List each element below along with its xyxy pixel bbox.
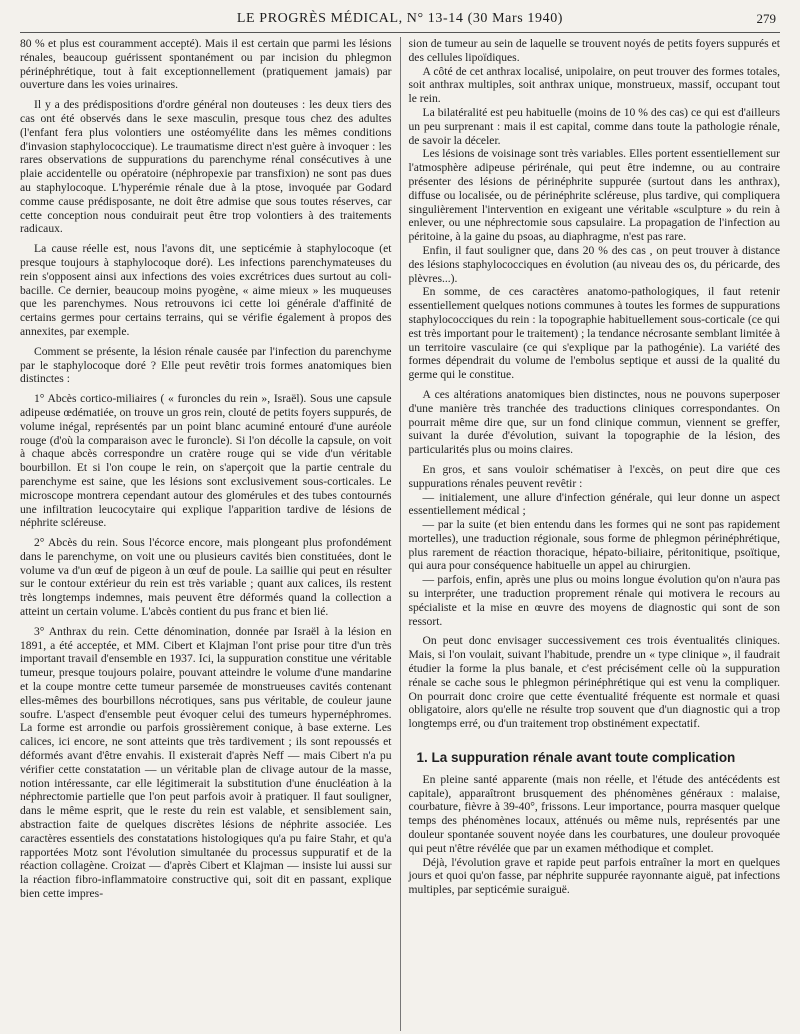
paragraph: Comment se présente, la lésion rénale causée par l'infection du parenchyme par le staphylocoque doré ? Elle peut revêtir trois formes anatomiques bien distinctes :: [20, 344, 392, 386]
list-item: — par la suite (et bien entendu dans les formes qui ne sont pas rapidement mortelles), une traduction régionale, sous forme de phlegmon périnéphrétique, plus rarement de réaction thoracique, hépato-biliaire, péritonitique, psoïtique, qui aura pour conséquence habituelle un appel au chirurgien.: [408, 518, 780, 573]
paragraph: Les lésions de voisinage sont très variables. Elles portent essentiellement sur l'atmosphère adipeuse périrénale, qui peut être indemne, ou au contraire présenter des lésions de périnéphrite suppurée (surtout dans les anthrax), diffuse ou localisée, ou de périnéphrite scléreuse, plus tardive, qui compliquera singulièrement l'intervention en exigeant une véritable «sculpture » du rein à enlever, ou une néphrectomie sous capsulaire. La propagation de l'infection au péritoine, à la gaine du psoas, au diaphragme, n'est pas rare.: [408, 147, 780, 244]
paragraph: 80 % et plus est couramment accepté). Mais il est certain que parmi les lésions rénales, beaucoup guérissent spontanément ou par incision du phlegmon périnéphrétique, tout à fait exceptionnellement (pratiquement jamais) par ouverture dans les voies urinaires.: [20, 37, 392, 92]
paragraph: On peut donc envisager successivement ces trois éventualités cliniques. Mais, si l'on voulait, suivant l'habitude, prendre un « type clinique », il faudrait étudier la forme la plus banale, et c'est précisément celle où la suppuration rénale se cache sous le phlegmon périnéphrétique qui est venu la compliquer. On pourrait donc croire que cette éventualité fréquente est normale et quasi obligatoire, alors qu'elle ne résulte trop souvent que d'un diagnostic qui a trop longtemps erré, ou d'un traitement trop obstinément expectatif.: [408, 634, 780, 731]
paragraph: 3° Anthrax du rein. Cette dénomination, donnée par Israël à la lésion en 1891, a été acceptée, et MM. Cibert et Klajman l'ont prise pour titre d'un très important travail d'ensemble en 1937. Ici, la suppuration constitue une véritable tumeur, presque toujours polaire, pouvant atteindre le volume d'une mandarine et la coupe montre cette tumeur parsemée de monstrueuses cavités contenant elles-mêmes des bourbillons nécrotiques, sans pus véritable, de couleur jaune soufre. L'aspect d'ensemble peut évoquer celui des tumeurs hypernéphromes. La forme est arrondie ou parfois grossièrement conique, à base externe. Les calices, ici encore, ne sont atteints que très tardivement ; ils sont repoussés et déformés avant d'être envahis. Il existerait d'après Neff — mais Cibert n'a pu vérifier cette constatation — un véritable plan de clivage autour de la masse, notion intéressante, car elle légitimerait la substitution d'une énucléation à la néphrectomie partielle que l'on peut parfois avoir à pratiquer. Il faut souligner, dans le même esprit, que le reste du rein est valable, et sensiblement sain, abstraction faite de quelques discrètes lésions de néphrite associée. Les caractères essentiels des constatations histologiques qu'a pu faire Stahr, et qu'a rapportées Motz sont l'évolution simultanée du processus suppuratif et de la réaction collagène. Croizat — d'après Cibert et Klajman — insiste lui aussi sur la réaction fibro-inflammatoire constructive qui, soit dit en passant, explique bien cette impres-: [20, 624, 392, 901]
paragraph: A ces altérations anatomiques bien distinctes, nous ne pouvons superposer d'une manière très tranchée des traductions cliniques correspondantes. On pourrait même dire que, sur un fond clinique commun, viennent se greffer, suivant la durée d'évolution, suivant la topographie de la lésion, des particularités plus ou moins claires.: [408, 387, 780, 457]
right-column: [400, 37, 781, 1031]
section-heading: 1. La suppuration rénale avant toute complication: [416, 750, 736, 766]
paragraph: A côté de cet anthrax localisé, unipolaire, on peut trouver des formes totales, soit anthrax multiples, soit anthrax unique, monstrueux, massif, occupant tout le rein.: [408, 64, 780, 106]
left-column: [20, 37, 400, 1031]
paragraph: Enfin, il faut souligner que, dans 20 % des cas , on peut trouver à distance des lésions staphylococciques en évolution (au niveau des os, du péricarde, des plèvres...).: [408, 243, 780, 285]
paragraph: 2° Abcès du rein. Sous l'écorce encore, mais plongeant plus profondément dans le parenchyme, on voit une ou plusieurs cavités bien constituées, dont le volume va d'un œuf de pigeon à un œuf de poule. La saillie qui peut en résulter sur le contour extérieur du rein est très variable ; quant aux calices, ils restent très longtemps indemnes, mais peuvent être déformés quand la collection a atteint un certain volume. L'abcès contient du pus franc et bien lié.: [20, 536, 392, 619]
running-head: [20, 6, 780, 33]
paragraph: Déjà, l'évolution grave et rapide peut parfois entraîner la mort en quelques jours et quoi qu'on fasse, par néphrite suppurée rayonnante aiguë, pat infections multiples, par septicémie suraiguë.: [408, 855, 780, 897]
paragraph: En somme, de ces caractères anatomo-pathologiques, il faut retenir essentiellement quelques notions communes à toutes les formes de suppurations staphylococciques du rein : la topographie habituellement sous-corticale (ce qui est très important pour le traitement) ; la tendance nécrosante semblant limitée à un territoire vasculaire (ce qui s'explique par la pathogénie). La variété des formes dépendrait du volume de l'embolus septique et aussi de la qualité du germe qui le constitue.: [408, 285, 780, 382]
paragraph: La cause réelle est, nous l'avons dit, une septicémie à staphylocoque (et presque toujours à staphylocoque doré). Les infections parenchymateuses du rein s'opposent ainsi aux infections des voies excrétrices dues surtout au coli-bacille. Ce dernier, beaucoup moins pyogène, « aime mieux » les muqueuses que les parenchymes. Nous retrouvons ici cette loi générale d'affinité de certains germes pour certains terrains, qui se vérifie également à propos des annexites, par exemple.: [20, 242, 392, 338]
paragraph: En pleine santé apparente (mais non réelle, et l'étude des antécédents est capitale), apparaîtront brusquement des phénomènes généraux : malaise, courbature, fièvre à 39-40°, frissons. Leur importance, pourra masquer quelque temps des phénomènes locaux, atténués ou même nuls, représentés par une douleur spontanée souvent noyée dans les courbatures, une douleur provoquée qui peut n'être révélée que par un examen méthodique et complet.: [408, 772, 780, 855]
running-title: LE PROGRÈS MÉDICAL, N° 13-14 (30 Mars 1940): [236, 11, 564, 26]
paragraph: Il y a des prédispositions d'ordre général non douteuses : les deux tiers des cas ont été observés dans le sexe masculin, presque tous chez des adultes (l'enfant fera plus volontiers une ostéomyélite dans les mêmes conditions d'invasion staphylococcique). Le traumatisme direct n'est guère à invoquer : les rares observations de suppurations du parenchyme rénal consécutives à une plaie accidentelle ou opératoire (néphropexie par transfixion) ne sont pas dues au staphylocoque. L'hyperémie rénale due à la ptose, invoquée par Godard comme cause prédisposante, ne doit être admise que sous toutes réserves, car cette conception nous conduirait peut être trop volontiers à des traitements radicaux.: [20, 98, 392, 236]
paragraph: 1° Abcès cortico-miliaires ( « furoncles du rein », Israël). Sous une capsule adipeuse œdématiée, on trouve un gros rein, clouté de petits foyers suppurés, de volume inégal, représentés par un point blanc acuminé entouré d'une auréole rouge (d'où la comparaison avec le furoncle). Si l'on décolle la capsule, on voit à chaque abcès correspondre un cratère rouge qui se vide d'un véritable bourbillon. Et si l'on coupe le rein, on s'aperçoit que la partie centrale du parenchyme est saine, que les lésions sont exclusivement sous-corticales. Le microscope montrera cependant autour des glomérules et des tubes contournés une infiltration leucocytaire qui explique l'apparition tardive de lésions de néphrite scléreuse.: [20, 392, 392, 530]
list-item: — parfois, enfin, après une plus ou moins longue évolution qu'on n'aura pas su interpréter, une traduction proprement rénale qui motivera le recours au spécialiste et la mise en œuvre des moyens de diagnostic qui sont de son ressort.: [408, 573, 780, 628]
paragraph: La bilatéralité est peu habituelle (moins de 10 % des cas) ce qui est d'ailleurs un peu surprenant : mais il est capital, comme dans toute la pathologie rénale, de savoir la déceler.: [408, 105, 780, 147]
paragraph: En gros, et sans vouloir schématiser à l'excès, on peut dire que ces suppurations rénales peuvent revêtir :: [408, 462, 780, 490]
two-column-body: [20, 37, 780, 1031]
list-item: — initialement, une allure d'infection générale, qui leur donne un aspect essentiellement médical ;: [408, 490, 780, 518]
paragraph: sion de tumeur au sein de laquelle se trouvent noyés de petits foyers suppurés et des cellules lipoïdiques.: [408, 37, 780, 64]
page-number: 279: [756, 11, 776, 26]
